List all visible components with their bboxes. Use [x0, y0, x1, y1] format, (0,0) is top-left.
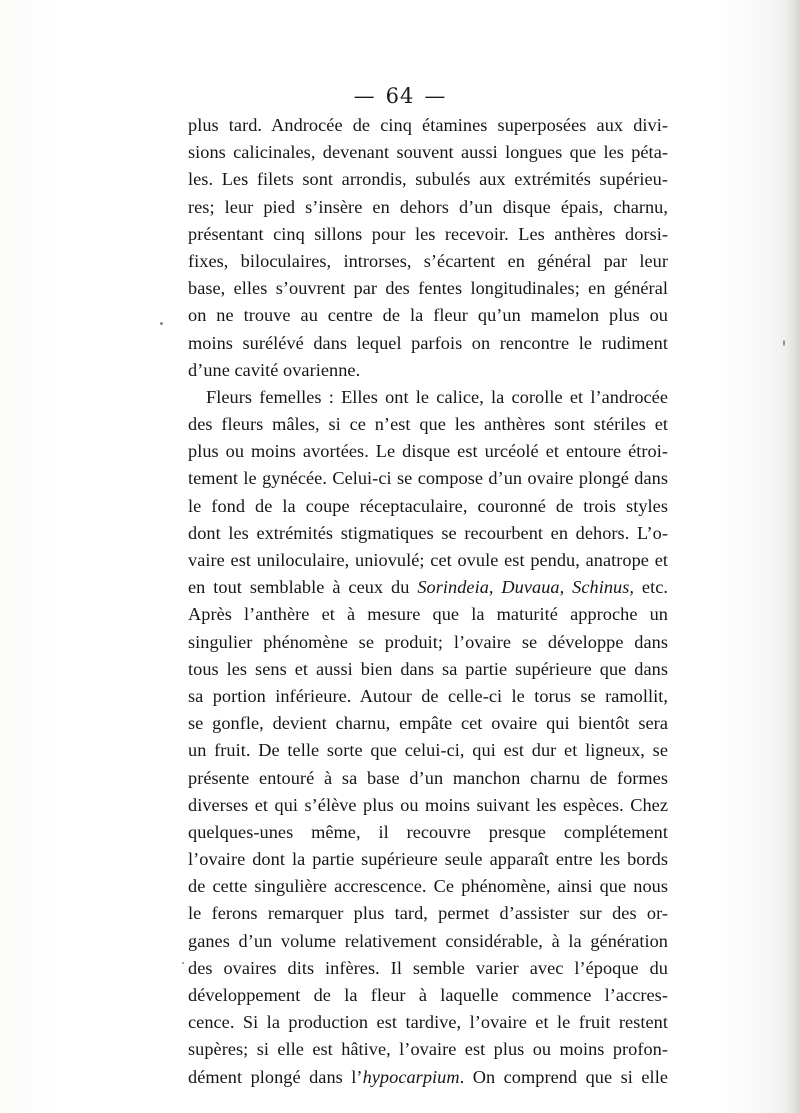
text-line: d’une cavité ovarienne.: [188, 359, 361, 380]
text-line: les. Les filets sont arrondis, subulés aux extrémités supérieu-: [188, 169, 668, 190]
text-line: ganes d’un volume relativement considérable, à la génération: [188, 930, 668, 951]
page-number-dash-left: —: [353, 84, 376, 108]
text-line: supères; si elle est hâtive, l’ovaire est plus ou moins profon-: [188, 1039, 668, 1060]
paragraph-start-line: Fleurs femelles : Elles ont le calice, la corolle et l’androcée: [206, 386, 668, 407]
text-line: quelques-unes même, il recouvre presque complétement: [188, 821, 668, 842]
text-line: moins surélévé dans lequel parfois on rencontre le rudiment: [188, 332, 668, 353]
page-edge-shadow: [786, 0, 800, 1113]
text-line: singulier phénomène se produit; l’ovaire se développe dans: [188, 631, 668, 652]
text-line: base, elles s’ouvrent par des fentes longitudinales; en général: [188, 278, 668, 299]
text-line-with-genera: [188, 574, 668, 601]
text-line: développement de la fleur à laquelle commence l’accres-: [188, 985, 668, 1005]
text-line: présentant cinq sillons pour les recevoir. Les anthères dorsi-: [188, 223, 668, 244]
page-number-value: 64: [385, 84, 415, 108]
text-line: plus ou moins avortées. Le disque est urcéolé et entoure étroi-: [188, 441, 668, 462]
text-line: des fleurs mâles, si ce n’est que les anthères sont stériles et: [188, 414, 668, 435]
text-line: présente entouré à sa base d’un manchon charnu de formes: [188, 767, 668, 788]
text-line: sions calicinales, devenant souvent aussi longues que les péta-: [188, 142, 668, 163]
body-text: [188, 112, 668, 1091]
text-segment: . On comprend que si elle: [459, 1066, 668, 1087]
paper-speck: [182, 962, 184, 964]
text-line: sa portion inférieure. Autour de celle-ci le torus se ramollit,: [188, 685, 668, 706]
page-number-dash-right: —: [424, 84, 447, 108]
text-line: on ne trouve au centre de la fleur qu’un mamelon plus ou: [188, 305, 668, 326]
page-number: [0, 84, 800, 108]
text-line: tement le gynécée. Celui-ci se compose d’un ovaire plongé dans: [188, 468, 668, 489]
text-line: vaire est uniloculaire, uniovulé; cet ovule est pendu, anatrope et: [188, 550, 668, 570]
text-line-with-term: [188, 1064, 668, 1091]
text-line: Après l’anthère et à mesure que la maturité approche un: [188, 604, 668, 625]
text-segment: en tout semblable à ceux du: [188, 577, 418, 598]
text-line: de cette singulière accrescence. Ce phénomène, ainsi que nous: [188, 876, 668, 897]
text-line: se gonfle, devient charnu, empâte cet ovaire qui bientôt sera: [188, 713, 668, 734]
text-line: dont les extrémités stigmatiques se recourbent en dehors. L’o-: [188, 522, 668, 543]
text-segment: dément plongé dans l’: [188, 1066, 363, 1087]
paper-speck: [783, 340, 785, 346]
text-line: plus tard. Androcée de cinq étamines superposées aux divi-: [188, 115, 668, 135]
term-italic: hypocarpium: [362, 1066, 460, 1087]
text-line: cence. Si la production est tardive, l’ovaire et le fruit restent: [188, 1012, 668, 1033]
text-line: le fond de la coupe réceptaculaire, couronné de trois styles: [188, 495, 668, 516]
text-segment: etc.: [633, 577, 668, 598]
text-line: un fruit. De telle sorte que celui-ci, qui est dur et ligneux, se: [188, 740, 668, 761]
text-line: fixes, biloculaires, introrses, s’écartent en général par leur: [188, 250, 668, 271]
text-line: le ferons remarquer plus tard, permet d’assister sur des or-: [188, 903, 668, 924]
text-line: des ovaires dits infères. Il semble varier avec l’époque du: [188, 957, 668, 978]
paper-speck: [160, 322, 163, 325]
text-line: l’ovaire dont la partie supérieure seule apparaît entre les bords: [188, 849, 668, 870]
text-line: tous les sens et aussi bien dans sa partie supérieure que dans: [188, 658, 668, 679]
text-line: diverses et qui s’élève plus ou moins suivant les espèces. Chez: [188, 794, 668, 815]
text-line: res; leur pied s’insère en dehors d’un disque épais, charnu,: [188, 196, 668, 217]
genera-names-italic: Sorindeia, Duvaua, Schinus,: [417, 577, 634, 598]
